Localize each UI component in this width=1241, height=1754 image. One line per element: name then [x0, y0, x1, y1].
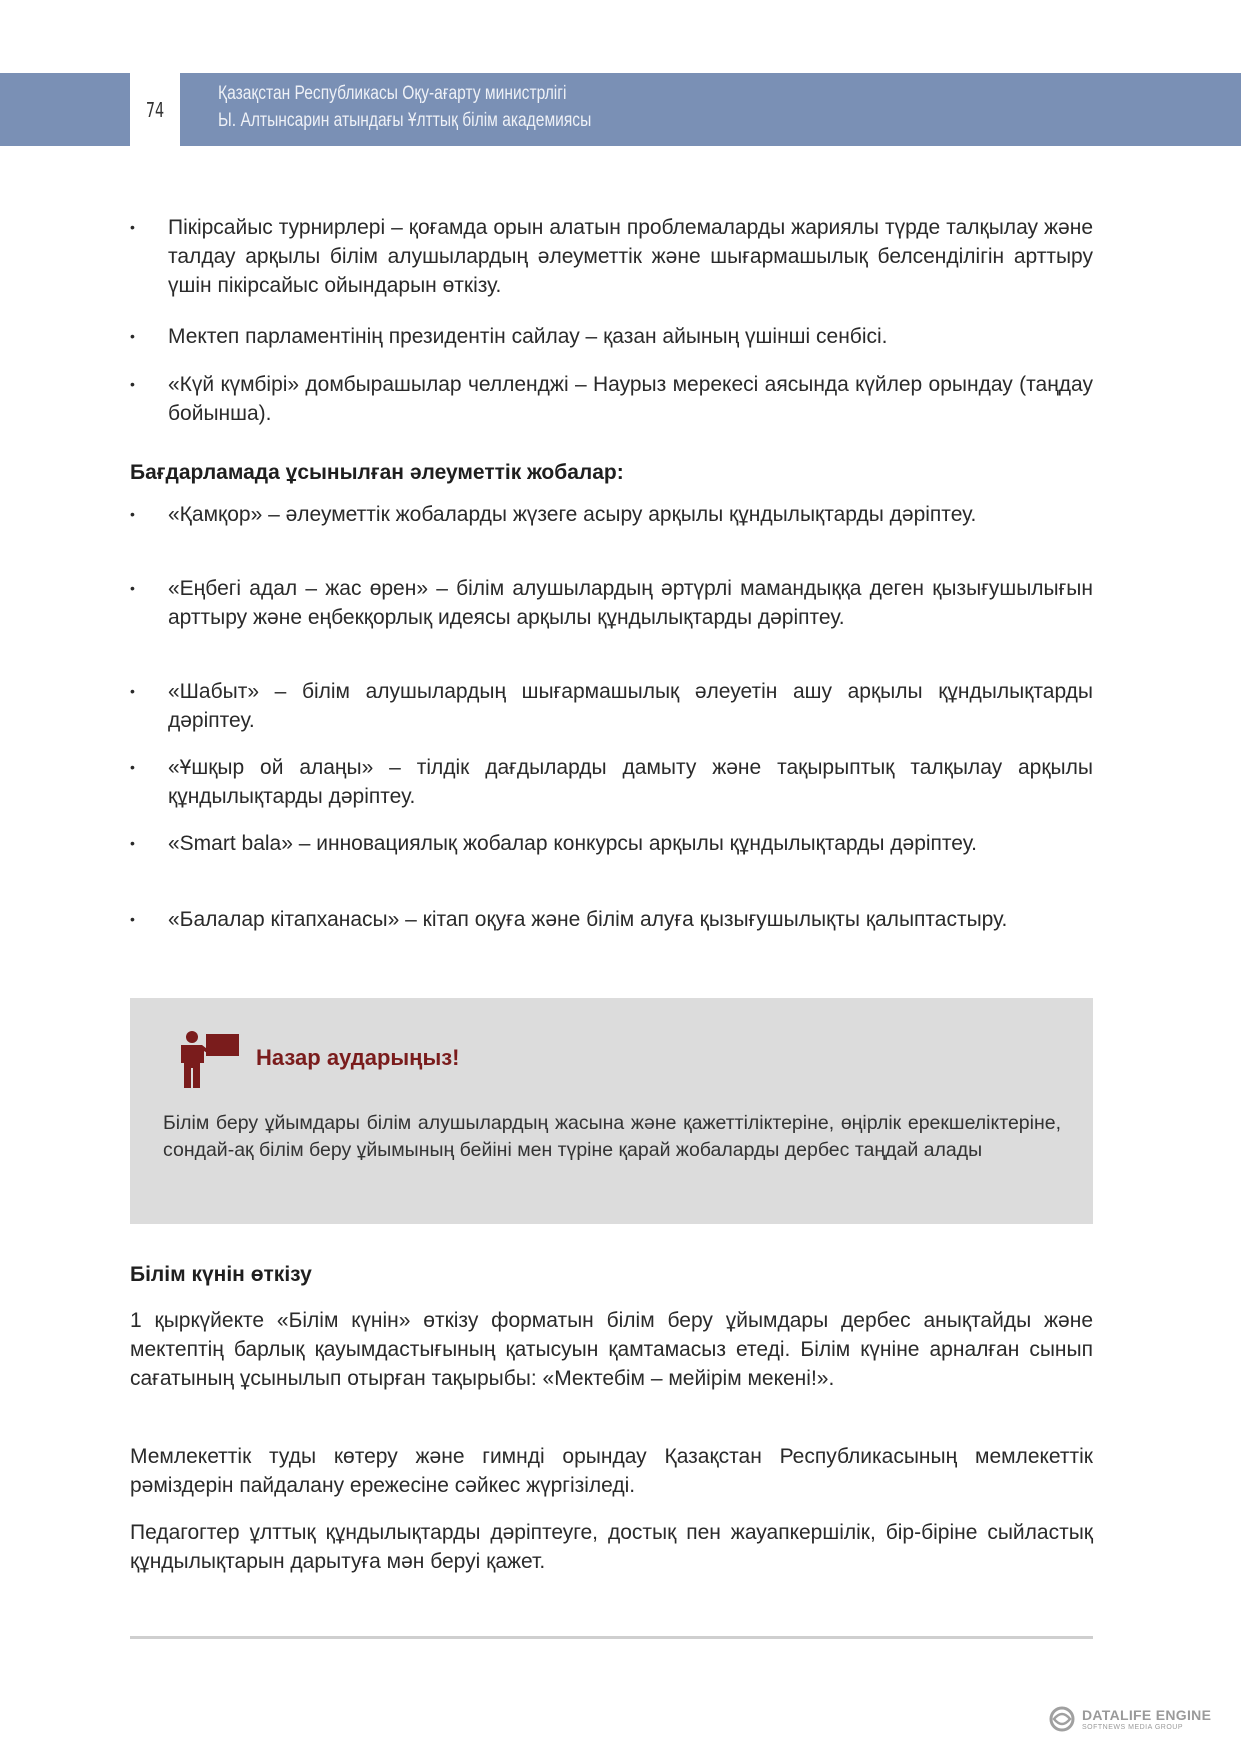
list-item: • Пікірсайыс турнирлері – қоғамда орын алатын проблемаларды жариялы түрде талқылау және талдау арқылы білім алушылардың әлеуметтік және шығармашылық белсенділігін арттыру үшін пікірсайыс ойындарын өткізу. — [130, 213, 1093, 300]
paragraph: Педагогтер ұлттық құндылықтарды дәріптеуге, достық пен жауапкершілік, бір-біріне сыйластық құндылықтарын дарытуға мән беруі қажет. — [130, 1521, 1093, 1573]
list-item: • «Еңбегі адал – жас өрен» – білім алушылардың әртүрлі мамандыққа деген қызығушылығын арттыру және еңбекқорлық идеясы арқылы құндылықтарды дәріптеу. — [130, 574, 1093, 632]
section-heading-social-projects: Бағдарламада ұсынылған әлеуметтік жобалар: — [130, 461, 624, 484]
datalife-logo-icon — [1048, 1705, 1076, 1733]
bullet-icon: • — [130, 911, 135, 927]
list-item: • «Балалар кітапханасы» – кітап оқуға және білім алуға қызығушылықты қалыптастыру. — [130, 905, 1093, 934]
list-item: • Мектеп парламентінің президентін сайлау – қазан айының үшінші сенбісі. — [130, 322, 1093, 351]
attention-callout — [130, 998, 1093, 1224]
bullet-icon: • — [130, 580, 135, 596]
page-number: 74 — [145, 97, 165, 122]
datalife-watermark — [1048, 1705, 1238, 1735]
bullet-icon: • — [130, 328, 135, 344]
list-item: • «Ұшқыр ой алаңы» – тілдік дағдыларды дамыту және тақырыптық талқылау арқылы құндылықтарды дәріптеу. — [130, 753, 1093, 811]
list-item: • «Шабыт» – білім алушылардың шығармашылық әлеуетін ашу арқылы құндылықтарды дәріптеу. — [130, 677, 1093, 735]
bullet-icon: • — [130, 683, 135, 699]
bullet-icon: • — [130, 376, 135, 392]
header-left-block — [0, 73, 130, 146]
bullet-icon: • — [130, 759, 135, 775]
paragraph: Мемлекеттік туды көтеру және гимнді орындау Қазақстан Республикасының мемлекеттік рәміздерін пайдалану ережесіне сәйкес жүргізіледі. — [130, 1445, 1093, 1497]
header-title — [218, 80, 591, 134]
footer-divider — [130, 1636, 1093, 1639]
list-item: • «Smart bala» – инновациялық жобалар конкурсы арқылы құндылықтарды дәріптеу. — [130, 829, 1093, 858]
list-item: • «Күй күмбірі» домбырашылар челленджі – Наурыз мерекесі аясында күйлер орындау (таңдау бойынша). — [130, 370, 1093, 428]
list-item: • «Қамқор» – әлеуметтік жобаларды жүзеге асыру арқылы құндылықтарды дәріптеу. — [130, 500, 1093, 529]
paragraph: 1 қыркүйекте «Білім күнін» өткізу форматын білім беру ұйымдары дербес анықтайды және мектептің барлық қауымдастығының қатысуын қамтамасыз етеді. Білім күніне арналған сынып сағатының ұсынылып отырған тақырыбы: «Мектебім – мейірім мекені!». — [130, 1309, 1093, 1390]
callout-body: Білім беру ұйымдары білім алушылардың жасына және қажеттіліктеріне, өңірлік ерекшеліктеріне, сондай-ақ білім беру ұйымының бейіні мен түріне қарай жобаларды дербес таңдай алады — [163, 1112, 1061, 1161]
bullet-icon: • — [130, 506, 135, 522]
teacher-presentation-icon — [178, 1030, 242, 1090]
watermark-title: DATALIFE ENGINE — [1082, 1707, 1212, 1723]
callout-title: Назар аударыңыз! — [256, 1045, 460, 1070]
header-line-academy: Ы. Алтынсарин атындағы Ұлттық білім академиясы — [218, 110, 592, 131]
section-heading-knowledge-day: Білім күнін өткізу — [130, 1263, 312, 1286]
bullet-icon: • — [130, 835, 135, 851]
bullet-icon: • — [130, 219, 135, 235]
watermark-subtitle: SOFTNEWS MEDIA GROUP — [1082, 1724, 1184, 1731]
header-line-ministry: Қазақстан Республикасы Оқу-ағарту министрлігі — [218, 83, 567, 104]
